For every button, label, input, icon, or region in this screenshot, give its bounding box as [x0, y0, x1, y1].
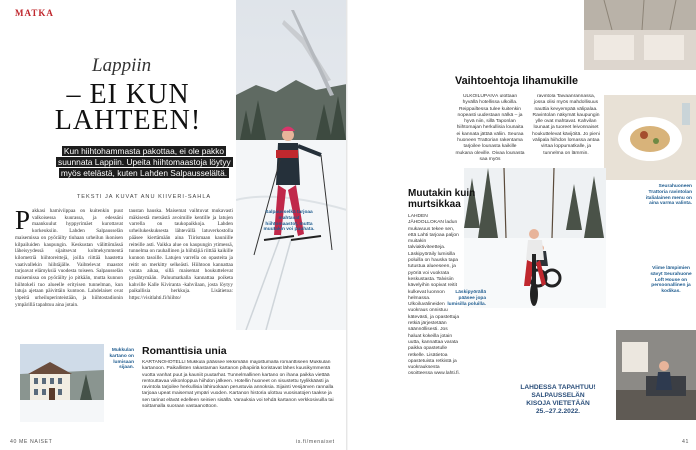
title-line-2: LAHTEEN!	[54, 105, 202, 136]
muutakin-text: LAHDEN JÄHDOLLOKAN ladun mukavuus tekee sen, että Lahti tarjoaa paljon muitakin talviaktiviteetteja. Läskipyöräily lumisilla poluilla on hauska tapa tutustua alueeseen, ja pyöriä voi vuokrata keskustasta. Talvisiin kävelyihin sopivat reitit kulkevat luonnon helmassa. Ulkoiluvälineiden vuokraus onnistuu kätevästi, ja opastettuja retkiä järjestetään säännöllisesti. Jos haluat kokeilla jotain uutta, kannattaa varata paikka opastetulle retkelle. Lisätietoa opastetuista retkistä ja vuokrauksesta osoitteessa www.lahti.fi.	[408, 214, 460, 377]
heading-vaihtoehtoja: Vaihtoehtoja lihamukille	[455, 75, 578, 87]
hotel-photo	[20, 344, 104, 422]
unia-text: KARTANOHOTELLI Mukkula päässee lekkimään majoittumalla romanttiseen Mukkulan kartanoon. Paikallisten rakastaman kartanon pihapiiriä koristavat lähes kuusikymmentä vuotta vanhat puut ja kauniit puutarhat. Tunnelmallinen kartano on ihana paikka viettää rentouttavaa viikonloppua hiihdon jälkeen. Hotellin huoneet on sisustettu tyylikkäästi ja ravintola tarjoilee herkullisia lähiruokaan perustuvia annoksia. Sijainti Vesijärven rannalla tarjoaa upeat maisemat ympäri vuoden. Kartanon historia ulottuu vuosisatojen taakse ja sen tarinat elävät edelleen seinien sisällä. Varauksia voi tehdä kartanon verkkosivuilla tai soittamalla suoraan vastaanottoon.	[142, 360, 334, 410]
folio-left: 40 ME NAISET	[10, 439, 53, 445]
article-text-1: akkasi hamiviippaa on kuitenkin puut valkoisessa kuurassa, ja edessäni maankuulut hyppyrimäet kurottavat korkeuksiin. Lahden Salpausselän maisemissa on pyöräilty tiuhaan urheilun ikonisen kilpailuiden kaupungin. Keskustan välittömässä läheisyydessä sijaitsevat kolmekymmentä kilometriä hiihtoreittejä, joilla riittää haastetta vaativallekin hiihtäjälle. Vaihtelevat maastot tarjoavat elämyksiä vuodesta toiseen. Salpausselän maisemissa on pyöräilty jo pitkään, mutta kunnon hiihtokeli tuo alueelle erityisen tunnelman, kun latuja ajetaan päivittäin kuntoon. Lahdelaiset ovat ylpeitä urheiluperinteistään, ja hiihtostadionin ympärillä tapahtuu aina jotain.	[15, 208, 123, 308]
folio-right: 41	[682, 439, 689, 445]
section-label: MATKA	[15, 8, 54, 18]
event-box	[508, 384, 608, 416]
skier-illustration	[236, 0, 347, 330]
heading-romanttisia: Romanttisia unia	[142, 345, 227, 357]
dropcap: P	[15, 208, 31, 235]
manor-illustration	[20, 344, 104, 422]
room-photo	[616, 330, 696, 420]
loft-room-illustration	[616, 330, 696, 420]
heading-muutakin-line-1: Muutakin kuin	[408, 188, 476, 199]
event-line-4: 25.–27.2.2022.	[536, 408, 580, 415]
article-text-2: taustan hauska. Maisemat vaihtuvat mukavasti mäkisestä metsästä avoimille kentille ja latujen varrella on taukopaikkoja. Lahden urheilukeskuksesta lähtevällä latuverkostolla pääsee kiertämään aina Tiirismaan kauniille reiteille asti. Vaikka alue on kaupungin ytimessä, tunnelma on rauhallinen ja hiihtäjiä riittää kaikille kunnon tasoille. Latujen varrella on opasteita ja reitit on merkitty selkeästi. Hiihtoon kannattaa varata aikaa, sillä maisemat houkuttelevat pysähtymään. Paluumatkalla kannattaa poiketa kahville Kalle Kiviranta -kahvilaan, josta löytyy paikallisia herkkuja. Lisätietoa: https://visitlahti.fi/hiihto/	[129, 208, 233, 302]
skier-photo	[236, 0, 347, 330]
folio-url: is.fi/menaiset	[296, 439, 335, 445]
fatbike-illustration	[464, 168, 606, 308]
event-line-3: KISOJA VIETETÄÄN	[526, 400, 590, 407]
caption-bike: Läskipyörällä pääsee jopa lumisilla poluilla.	[447, 290, 486, 307]
title-main	[28, 79, 228, 136]
restaurant-illustration	[584, 0, 696, 70]
caption-food: Seurahuoneen Trattoria ravintolan italialainen menu on aina varma valinta.	[645, 184, 692, 207]
left-page	[0, 0, 347, 450]
vaihto-col-2: ravintola Taivaanrannassa, jossa olisi myös mahdollisuus nauttia kevyempää välipalaa. Ravintolan näkymät kaupungin ylle ovat mahtavat. Kahvilan lounaat ja tuoreet leivonnaiset houkuttelevat kävijöitä. Jo pieni välipala hiihdon lomassa antaa virtaa loppumatkalle, ja tunnelma on lämmin.	[532, 94, 600, 156]
byline: TEKSTI JA KUVAT ANU KIIVERI-SAHLA	[76, 194, 212, 200]
bike-photo	[464, 168, 606, 308]
food-illustration	[604, 95, 696, 180]
lead-text: Kun hiihtohammasta pakottaa, ei ole pakko suunnata Lappiin. Upeita hiihtomaastoja löytyy myös etelästä, kuten Lahden Salpausselältä.	[58, 146, 231, 178]
caption-skier: Salpausselkä tarjoaa mahtavat hiihtomaastot, mutta muutakin voi puuhata.	[263, 210, 315, 233]
restaurant-photo	[584, 0, 696, 70]
title-script: Lappiin	[92, 55, 152, 76]
caption-hotel: Mukkulan kartano on lumisaan sijaan.	[109, 348, 134, 371]
article-column-1	[15, 208, 123, 318]
title-line-1: – EI KUN	[66, 79, 190, 110]
article-column-2	[129, 208, 233, 318]
event-line-1: LAHDESSA TAPAHTUU!	[520, 384, 596, 391]
right-page	[348, 0, 696, 450]
food-photo	[604, 95, 696, 180]
heading-muutakin-line-2: murtsikkaa	[408, 199, 461, 210]
caption-room: Viime lämpimien sävyt Seurahuone Loft House on persoonallinen ja kodikas.	[650, 266, 692, 295]
heading-muutakin	[408, 188, 475, 210]
event-line-2: SALPAUSSELÄN	[531, 392, 585, 399]
vaihto-col-1: ULKOILUPÄIVÄ ulottaan hyvällä hotellissa ulkoilla. Reippailtessa tulee kuitenkin nopeasti uudestaan nälkä – ja hyvä niin, sillä Taponlan hiihtomajan herkullisia lounaita ei kannata jättää väliin. Seuraa huoneen Trattorian rakentama tarjoilee lounasta kaikille mukana oleville. Oivaa lounasta saa myös	[455, 94, 525, 162]
